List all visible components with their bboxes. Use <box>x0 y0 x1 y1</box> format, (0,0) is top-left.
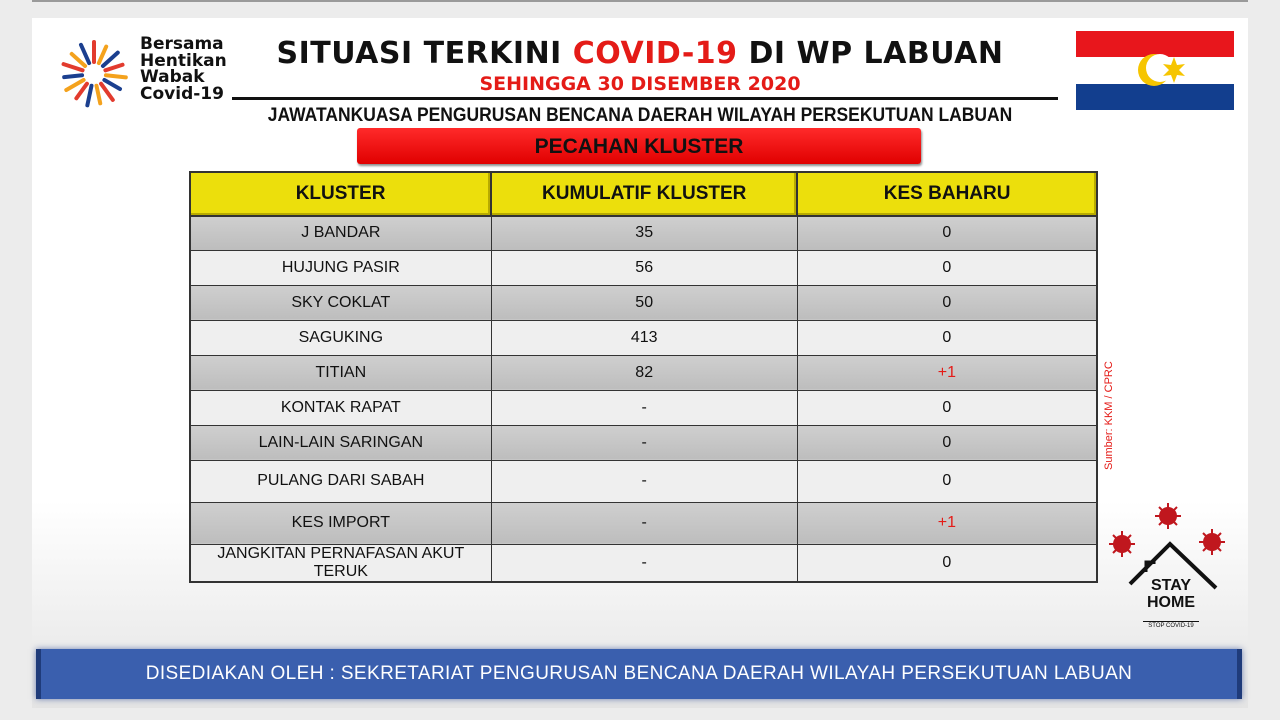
table-row <box>190 390 1097 425</box>
new-cases-value: 0 <box>797 390 1097 425</box>
footer-banner: DISEDIAKAN OLEH : SEKRETARIAT PENGURUSAN BENCANA DAERAH WILAYAH PERSEKUTUAN LABUAN <box>36 649 1242 699</box>
title-highlight: COVID-19 <box>572 36 738 71</box>
title-part1: SITUASI TERKINI <box>276 36 573 71</box>
cluster-name: LAIN-LAIN SARINGAN <box>190 425 491 460</box>
bersama-hentikan-logo <box>56 36 246 112</box>
cumulative-value: 56 <box>491 250 797 285</box>
title-rule <box>232 97 1058 100</box>
stay-line: STAY <box>1150 577 1191 594</box>
labuan-flag-icon <box>1076 31 1234 110</box>
table-row <box>190 355 1097 390</box>
cumulative-value: - <box>491 390 797 425</box>
logo-line: Covid-19 <box>140 83 224 104</box>
cluster-name: J BANDAR <box>190 216 491 250</box>
table-row <box>190 544 1097 582</box>
cumulative-value: - <box>491 460 797 502</box>
new-cases-value: 0 <box>797 250 1097 285</box>
header-kes-baharu: KES BAHARU <box>797 172 1097 216</box>
logo-line: Wabak <box>140 67 205 87</box>
new-cases-value: +1 <box>797 502 1097 544</box>
table-row <box>190 285 1097 320</box>
home-line: HOME <box>1147 594 1195 611</box>
cumulative-value: 50 <box>491 285 797 320</box>
new-cases-value: 0 <box>797 320 1097 355</box>
new-cases-value: +1 <box>797 355 1097 390</box>
cluster-name: TITIAN <box>190 355 491 390</box>
cumulative-value: 82 <box>491 355 797 390</box>
stay-home-icon <box>1106 500 1226 635</box>
table-row <box>190 460 1097 502</box>
top-divider <box>32 0 1248 2</box>
section-banner: PECAHAN KLUSTER <box>357 128 921 164</box>
table-row <box>190 250 1097 285</box>
cluster-name: PULANG DARI SABAH <box>190 460 491 502</box>
table-row <box>190 425 1097 460</box>
cumulative-value: 35 <box>491 216 797 250</box>
new-cases-value: 0 <box>797 216 1097 250</box>
sunburst-icon <box>56 36 136 112</box>
new-cases-value: 0 <box>797 544 1097 582</box>
cumulative-value: - <box>491 425 797 460</box>
cumulative-value: - <box>491 544 797 582</box>
cluster-name: JANGKITAN PERNAFASAN AKUT TERUK <box>190 544 491 582</box>
stay-home-text <box>1133 577 1209 611</box>
cluster-name: KONTAK RAPAT <box>190 390 491 425</box>
cluster-name: SKY COKLAT <box>190 285 491 320</box>
new-cases-value: 0 <box>797 285 1097 320</box>
stop-covid-caption: STOP COVID-19 <box>1143 621 1199 629</box>
title-part2: DI WP LABUAN <box>737 36 1004 71</box>
cluster-name: SAGUKING <box>190 320 491 355</box>
cluster-name: HUJUNG PASIR <box>190 250 491 285</box>
source-note: Sumber: KKM / CPRC <box>1103 361 1115 470</box>
cluster-name: KES IMPORT <box>190 502 491 544</box>
header-kumulatif: KUMULATIF KLUSTER <box>491 172 797 216</box>
cumulative-value: 413 <box>491 320 797 355</box>
page-title <box>260 36 1020 71</box>
new-cases-value: 0 <box>797 460 1097 502</box>
date-subtitle: SEHINGGA 30 DISEMBER 2020 <box>479 73 801 95</box>
table-row <box>190 216 1097 250</box>
logo-line: Hentikan <box>140 50 227 71</box>
table-row <box>190 320 1097 355</box>
table-row <box>190 502 1097 544</box>
new-cases-value: 0 <box>797 425 1097 460</box>
logo-line: Bersama <box>140 34 224 54</box>
committee-heading: JAWATANKUASA PENGURUSAN BENCANA DAERAH WILAYAH PERSEKUTUAN LABUAN <box>267 105 1013 126</box>
cluster-table <box>189 171 1098 583</box>
table-header-row <box>190 172 1097 216</box>
header-kluster: KLUSTER <box>190 172 491 216</box>
logo-text <box>140 36 250 102</box>
cumulative-value: - <box>491 502 797 544</box>
